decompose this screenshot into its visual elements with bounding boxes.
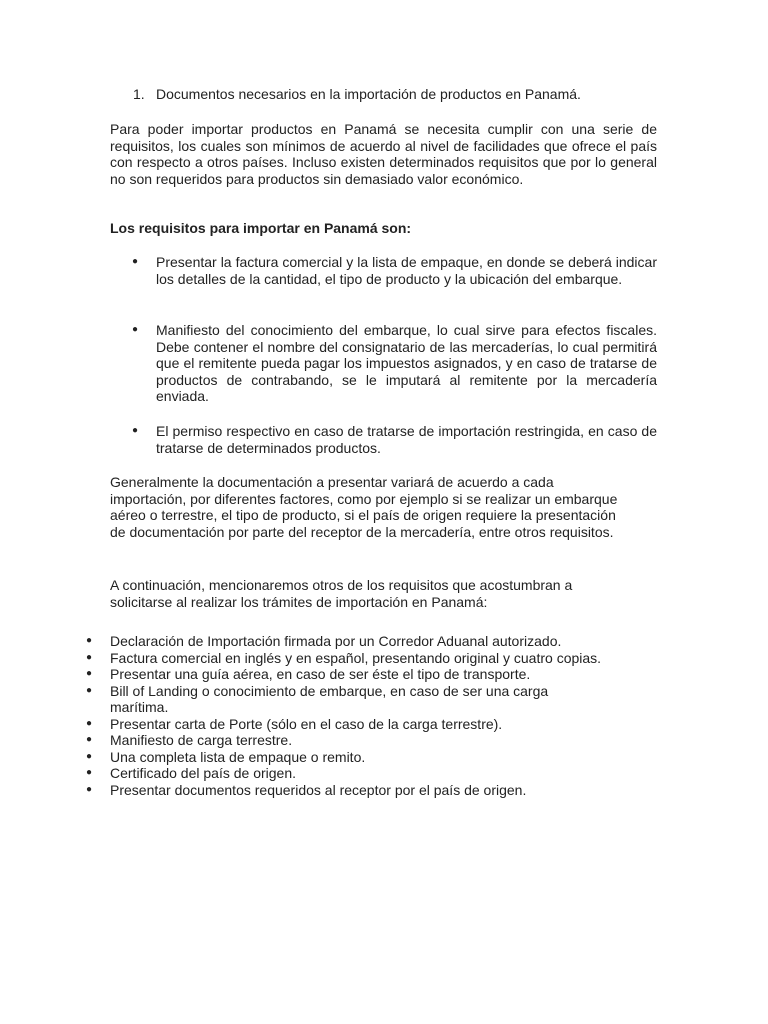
list-item	[132, 254, 657, 287]
list-item	[132, 423, 657, 456]
item-number: 1.	[133, 86, 145, 102]
list-item-text: Declaración de Importación firmada por un Corredor Aduanal autorizado.	[110, 633, 562, 649]
list-item	[86, 666, 686, 683]
list-item	[86, 765, 686, 782]
list-item	[86, 732, 686, 749]
bullet-icon: ●	[86, 717, 93, 729]
bullet-icon: ●	[86, 635, 93, 646]
list-item-text: Certificado del país de origen.	[110, 765, 296, 781]
list-item	[132, 322, 657, 405]
requirements-list	[132, 254, 657, 287]
bullet-icon: ●	[86, 734, 93, 745]
bullet-icon: ●	[86, 651, 93, 663]
bullet-icon: ●	[86, 684, 93, 696]
list-item-text: Manifiesto del conocimiento del embarque, lo cual sirve para efectos fiscales. Debe contener el nombre del consignatario de las mercaderías, lo cual permitirá que el remitente pueda pagar los impuestos asignados, y en caso de tratarse de productos de contrabando, se le imputará al remitente por la mercadería enviada.	[156, 322, 657, 404]
bullet-icon: ●	[86, 750, 93, 762]
list-item-text: Una completa lista de empaque o remito.	[110, 748, 366, 765]
list-item-text: Factura comercial en inglés y en español, presentando original y cuatro copias.	[110, 649, 602, 666]
list-item	[86, 782, 686, 799]
bullet-icon: ●	[132, 425, 139, 436]
list-item	[86, 683, 610, 716]
list-item	[86, 749, 686, 766]
numbered-item	[133, 86, 673, 103]
general-paragraph: Generalmente la documentación a presentar variará de acuerdo a cada importación, por diferentes factores, como por ejemplo si se realizar un embarque aéreo o terrestre, el tipo de producto, si el país de origen requiere la presentación de documentación por parte del receptor de la mercadería, entre otros requisitos.	[110, 474, 618, 540]
bullet-icon: ●	[132, 324, 139, 335]
list-item-text: Presentar una guía aérea, en caso de ser éste el tipo de transporte.	[110, 666, 531, 682]
other-requirements-list	[86, 633, 686, 798]
intro-paragraph: Para poder importar productos en Panamá se necesita cumplir con una serie de requisitos, los cuales son mínimos de acuerdo al nivel de facilidades que ofrece el país con respecto a otros países. Incluso existen determinados requisitos que por lo general no son requeridos para productos sin demasiado valor económico.	[110, 121, 657, 187]
bullet-icon: ●	[86, 767, 93, 778]
item-title: Documentos necesarios en la importación de productos en Panamá.	[156, 86, 581, 102]
bullet-icon: ●	[86, 783, 93, 795]
list-item-text: Manifiesto de carga terrestre.	[110, 732, 293, 748]
list-item-text: Presentar la factura comercial y la lista de empaque, en donde se deberá indicar los detalles de la cantidad, el tipo de producto y la ubicación del embarque.	[156, 254, 657, 287]
bullet-icon: ●	[86, 668, 93, 679]
list-item	[86, 650, 686, 667]
requirements-heading: Los requisitos para importar en Panamá son:	[110, 220, 412, 236]
list-item	[86, 716, 686, 733]
list-item-text: Bill of Landing o conocimiento de embarque, en caso de ser una carga marítima.	[110, 682, 549, 715]
list-item-text: Presentar carta de Porte (sólo en el caso de la carga terrestre).	[110, 715, 503, 732]
requirements-list	[132, 322, 657, 405]
continuation-paragraph: A continuación, mencionaremos otros de los requisitos que acostumbran a solicitarse al realizar los trámites de importación en Panamá:	[110, 577, 573, 610]
list-item	[86, 633, 686, 650]
bullet-icon: ●	[132, 256, 139, 267]
list-item-text: Presentar documentos requeridos al receptor por el país de origen.	[110, 781, 527, 798]
requirements-list	[132, 423, 657, 456]
list-item-text: El permiso respectivo en caso de tratarse de importación restringida, en caso de tratarse de determinados productos.	[156, 423, 657, 456]
